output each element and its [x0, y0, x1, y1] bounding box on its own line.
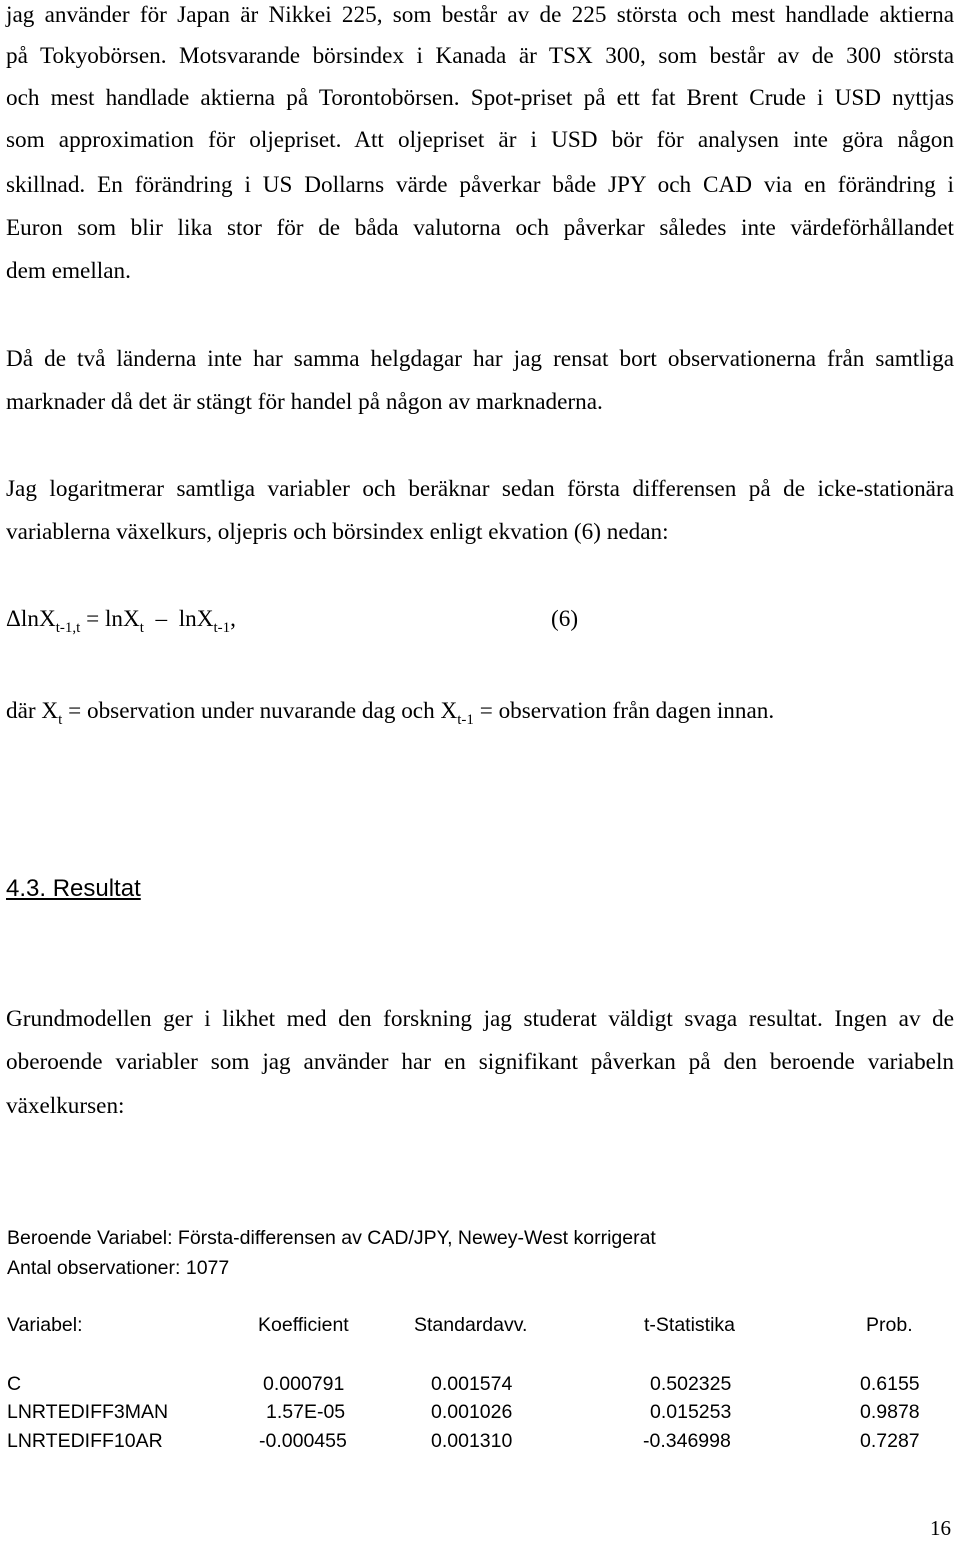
page-number: 16	[930, 1516, 951, 1540]
equation-definition	[6, 698, 775, 728]
paragraph-2-line: Då de två länderna inte har samma helgdagar har jag rensat bort observationerna från samtliga	[6, 346, 954, 372]
equation-term: = lnX	[80, 606, 140, 632]
cell-coefficient: -0.000455	[259, 1430, 347, 1452]
header-std-error: Standardavv.	[414, 1314, 528, 1336]
paragraph-1-line: på Tokyobörsen. Motsvarande börsindex i Kanada är TSX 300, som består av de 300 största	[6, 43, 954, 69]
observations-label: Antal observationer: 1077	[7, 1257, 230, 1279]
equation-term: ,	[230, 606, 236, 632]
paragraph-2-line: marknader då det är stängt för handel på någon av marknaderna.	[6, 389, 603, 415]
cell-std-error: 0.001574	[431, 1373, 513, 1395]
cell-t-statistic: 0.015253	[650, 1401, 732, 1423]
delta-symbol: Δ	[6, 606, 21, 632]
paragraph-1-line: jag använder för Japan är Nikkei 225, som består av de 225 största och mest handlade aktierna	[6, 2, 954, 28]
paragraph-1-line: dem emellan.	[6, 258, 131, 284]
paragraph-1-line: och mest handlade aktierna på Torontobörsen. Spot-priset på ett fat Brent Crude i USD nyttjas	[6, 85, 954, 111]
paragraph-4-line: oberoende variabler som jag använder har en signifikant påverkan på den beroende variabeln	[6, 1049, 954, 1075]
header-coefficient: Koefficient	[258, 1314, 349, 1336]
paragraph-1-line: Euron som blir lika stor för de båda valutorna och påverkar således inte värdeförhållandet	[6, 215, 954, 241]
equation-6	[6, 606, 236, 636]
cell-std-error: 0.001310	[431, 1430, 513, 1452]
cell-prob: 0.9878	[860, 1401, 920, 1423]
paragraph-3-line: Jag logaritmerar samtliga variabler och beräknar sedan första differensen på de icke-stationära	[6, 476, 954, 502]
cell-prob: 0.7287	[860, 1430, 920, 1452]
equation-subscript: t-1	[213, 620, 231, 636]
paragraph-1-line: skillnad. En förändring i US Dollarns värde påverkar både JPY och CAD via en förändring i	[6, 172, 954, 198]
section-heading: 4.3. Resultat	[6, 875, 141, 902]
cell-t-statistic: 0.502325	[650, 1373, 732, 1395]
header-t-statistic: t-Statistika	[644, 1314, 736, 1336]
definition-text: = observation från dagen innan.	[473, 698, 775, 724]
cell-variable: LNRTEDIFF3MAN	[7, 1401, 169, 1423]
paragraph-4-line: Grundmodellen ger i likhet med den forskning jag studerat väldigt svaga resultat. Ingen av de	[6, 1006, 954, 1032]
cell-variable: C	[7, 1373, 22, 1395]
cell-coefficient: 0.000791	[263, 1373, 345, 1395]
dependent-variable-label: Beroende Variabel: Första-differensen av CAD/JPY, Newey-West korrigerat	[7, 1227, 656, 1249]
definition-text: där X	[6, 698, 59, 724]
definition-subscript: t-1	[457, 712, 474, 728]
cell-std-error: 0.001026	[431, 1401, 513, 1423]
paragraph-4-line: växelkursen:	[6, 1093, 125, 1119]
cell-variable: LNRTEDIFF10AR	[7, 1430, 163, 1452]
cell-t-statistic: -0.346998	[643, 1430, 731, 1452]
paragraph-1-line: som approximation för oljepriset. Att oljepriset är i USD bör för analysen inte göra någon	[6, 127, 954, 153]
equation-subscript: t	[139, 620, 144, 636]
equation-number: (6)	[551, 606, 579, 632]
header-prob: Prob.	[866, 1314, 913, 1336]
equation-term: – lnX	[143, 606, 214, 632]
paragraph-3-line: variablerna växelkurs, oljepris och börsindex enligt ekvation (6) nedan:	[6, 519, 669, 545]
definition-subscript: t	[58, 712, 63, 728]
definition-text: = observation under nuvarande dag och X	[62, 698, 458, 724]
equation-subscript: t-1,t	[55, 620, 81, 636]
cell-prob: 0.6155	[860, 1373, 920, 1395]
cell-coefficient: 1.57E-05	[266, 1401, 346, 1423]
header-variable: Variabel:	[7, 1314, 83, 1336]
equation-term: lnX	[20, 606, 56, 632]
